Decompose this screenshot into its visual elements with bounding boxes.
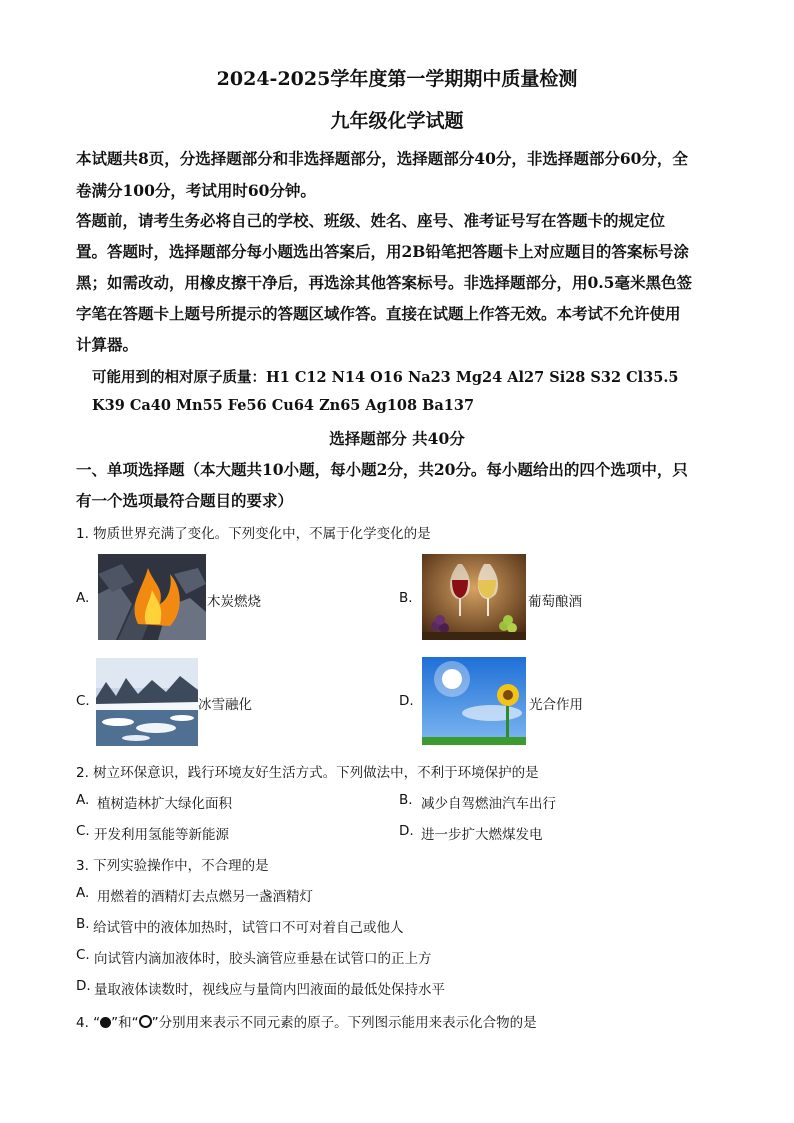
option-letter: A. <box>76 792 90 808</box>
exam-title: 2024-2025学年度第一学期期中质量检测 <box>216 68 578 90</box>
atomic-masses-line: 可能用到的相对原子质量：H1 C12 N14 O16 Na23 Mg24 Al27 Si28 S32 Cl35.5 <box>92 369 679 386</box>
burning-charcoal-image <box>98 554 206 640</box>
option-letter: B. <box>399 792 413 808</box>
instruction-line: 置。答题时，选择题部分每小题选出答案后，用2B铅笔把答题卡上对应题目的答案标号涂 <box>76 242 689 261</box>
filled-atom-icon <box>100 1017 111 1028</box>
option-label: 用燃着的酒精灯去点燃另一盏酒精灯 <box>97 889 313 905</box>
option-letter: A. <box>76 590 90 606</box>
question-4-stem <box>76 1011 537 1031</box>
part-heading: 有一个选项最符合题目的要求） <box>76 491 294 510</box>
option-letter: B. <box>76 916 90 932</box>
question-4-prefix: 4. “ <box>76 1015 101 1031</box>
option-letter: D. <box>399 693 414 709</box>
sunflower-sun-image <box>422 657 526 745</box>
option-label: 减少自驾燃油汽车出行 <box>421 796 556 812</box>
option-letter: D. <box>399 823 414 839</box>
question-4-mid: ”和“ <box>111 1015 139 1031</box>
wine-and-grapes-image <box>422 554 526 640</box>
option-letter: C. <box>76 693 90 709</box>
option-label: 向试管内滴加液体时，胶头滴管应垂悬在试管口的正上方 <box>94 951 432 967</box>
instruction-line: 黑；如需改动，用橡皮擦干净后，再选涂其他答案标号。非选择题部分，用0.5毫米黑色签 <box>76 273 692 292</box>
option-letter: D. <box>76 978 91 994</box>
option-letter: C. <box>76 823 90 839</box>
option-label: 进一步扩大燃煤发电 <box>421 827 543 843</box>
atomic-masses-line: K39 Ca40 Mn55 Fe56 Cu64 Zn65 Ag108 Ba137 <box>92 397 475 414</box>
question-4-suffix: ”分别用来表示不同元素的原子。下列图示能用来表示化合物的是 <box>151 1015 537 1031</box>
instruction-line: 卷满分100分，考试用时60分钟。 <box>76 181 316 200</box>
option-letter: A. <box>76 885 90 901</box>
melting-snow-image <box>96 658 198 746</box>
option-label: 葡萄酿酒 <box>528 594 582 610</box>
question-3-stem: 3. 下列实验操作中，不合理的是 <box>76 858 269 874</box>
option-label: 给试管中的液体加热时，试管口不可对着自己或他人 <box>93 920 404 936</box>
exam-subtitle: 九年级化学试题 <box>330 110 464 132</box>
part-heading: 一、单项选择题（本大题共10小题，每小题2分，共20分。每小题给出的四个选项中，只 <box>76 460 688 479</box>
option-letter: C. <box>76 947 90 963</box>
instruction-line: 计算器。 <box>76 335 139 354</box>
option-label: 量取液体读数时，视线应与量筒内凹液面的最低处保持水平 <box>94 982 445 998</box>
instruction-line: 答题前，请考生务必将自己的学校、班级、姓名、座号、准考证号写在答题卡的规定位 <box>76 211 666 230</box>
option-letter: B. <box>399 590 413 606</box>
instruction-line: 字笔在答题卡上题号所提示的答题区域作答。直接在试题上作答无效。本考试不允许使用 <box>76 304 681 323</box>
open-atom-icon <box>139 1015 152 1028</box>
section-heading: 选择题部分 共40分 <box>329 429 465 448</box>
option-label: 开发利用氢能等新能源 <box>94 827 229 843</box>
option-label: 冰雪融化 <box>198 697 252 713</box>
option-label: 植树造林扩大绿化面积 <box>97 796 232 812</box>
option-label: 木炭燃烧 <box>207 594 261 610</box>
question-1-stem: 1. 物质世界充满了变化。下列变化中，不属于化学变化的是 <box>76 526 431 542</box>
instruction-line: 本试题共8页，分选择题部分和非选择题部分，选择题部分40分，非选择题部分60分，全 <box>76 149 688 168</box>
question-2-stem: 2. 树立环保意识，践行环境友好生活方式。下列做法中，不利于环境保护的是 <box>76 765 539 781</box>
option-label: 光合作用 <box>529 697 583 713</box>
